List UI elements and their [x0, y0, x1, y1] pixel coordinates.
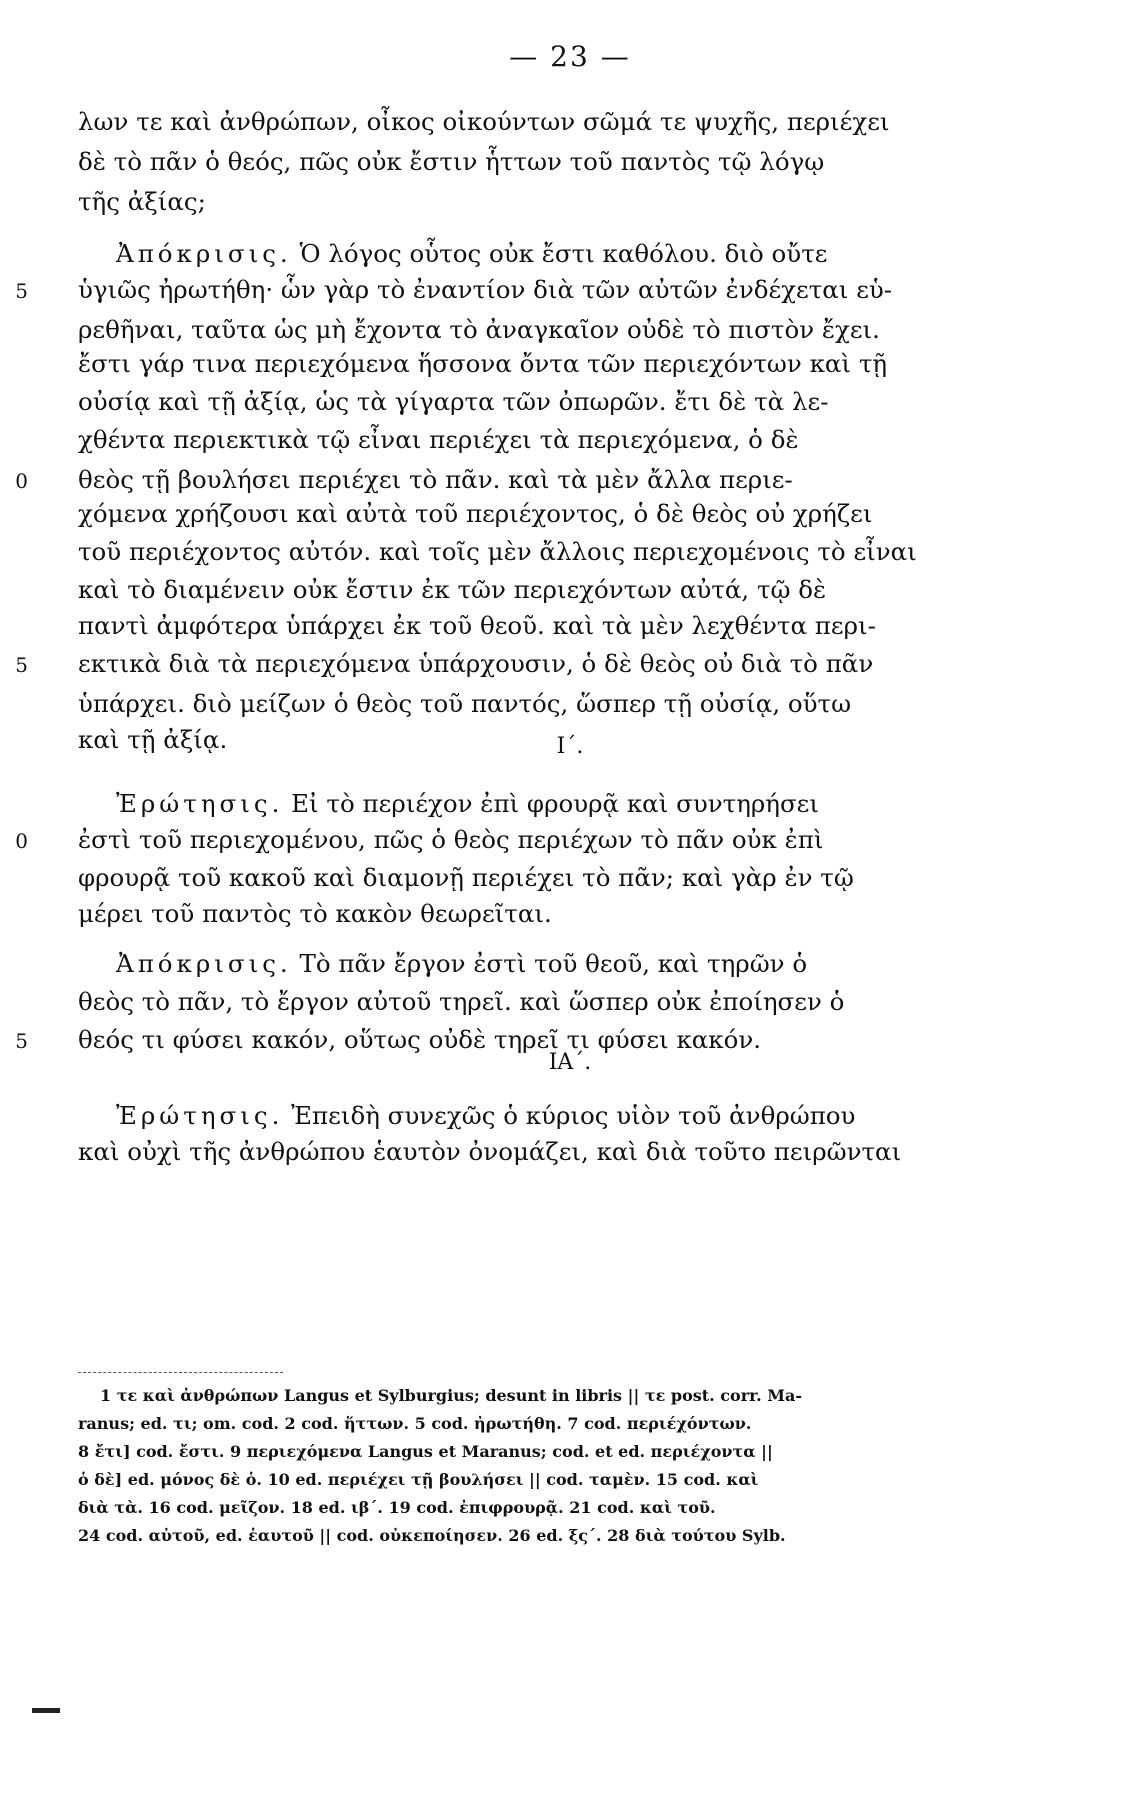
section-heading-10: Ι΄. [556, 734, 584, 759]
footnote-line: διὰ τὰ. 16 cod. μεῖζον. 18 ed. ιβ΄. 19 cod. ἐπιφρουρᾷ. 21 cod. καὶ τοῦ. [78, 1498, 716, 1517]
line-text: χθέντα περιεκτικὰ τῷ εἶναι περιέχει τὰ περιεχόμενα, ὁ δὲ [78, 425, 799, 454]
text-line [78, 611, 938, 640]
text-line [15, 825, 938, 854]
line-number: 0 [15, 469, 28, 493]
line-text: δὲ τὸ πᾶν ὁ θεός, πῶς οὐκ ἔστιν ἧττων τοῦ παντὸς τῷ λόγῳ [78, 147, 825, 176]
line-text: καὶ οὐχὶ τῆς ἀνθρώπου ἑαυτὸν ὀνομάζει, καὶ διὰ τοῦτο πειρῶνται [78, 1137, 902, 1166]
line-text: καὶ τῇ ἀξίᾳ. [78, 725, 228, 754]
text-line [78, 899, 938, 928]
text-line [78, 349, 938, 378]
section-heading-11: ΙΑ΄. [548, 1050, 592, 1075]
line-text: καὶ τὸ διαμένειν οὐκ ἔστιν ἐκ τῶν περιεχόντων αὐτά, τῷ δὲ [78, 575, 827, 604]
text-line [78, 689, 938, 718]
line-text: ἔστι γάρ τινα περιεχόμενα ἥσσονα ὄντα τῶν περιεχόντων καὶ τῇ [78, 349, 888, 378]
line-text: τῆς ἀξίας; [78, 187, 206, 216]
text-line [78, 315, 938, 344]
text-line [78, 499, 938, 528]
text-line [78, 863, 938, 892]
line-text: ἐστὶ τοῦ περιεχομένου, πῶς ὁ θεὸς περιέχων τὸ πᾶν οὐκ ἐπὶ [78, 825, 824, 854]
line-text: εκτικὰ διὰ τὰ περιεχόμενα ὑπάρχουσιν, ὁ δὲ θεὸς οὐ διὰ τὸ πᾶν [78, 649, 874, 678]
footnote-line: ranus; ed. τι; om. cod. 2 cod. ἥττων. 5 cod. ἠρωτήθη. 7 cod. περιέχόντων. [78, 1414, 752, 1433]
line-text: παντὶ ἀμφότερα ὑπάρχει ἐκ τοῦ θεοῦ. καὶ τὰ μὲν λεχθέντα περι- [78, 611, 876, 640]
dialogue-speaker: Ἐρώτησις. [116, 789, 284, 818]
text-line [78, 987, 938, 1016]
line-text: θεὸς τῇ βουλήσει περιέχει τὸ πᾶν. καὶ τὰ μὲν ἄλλα περιε- [78, 465, 793, 494]
text-line [78, 387, 938, 416]
footnote-line: ὁ δὲ] ed. μόνος δὲ ὁ. 10 ed. περιέχει τῇ βουλήσει || cod. ταμὲν. 15 cod. καὶ [78, 1470, 759, 1489]
line-text: Ἐπειδὴ συνεχῶς ὁ κύριος υἱὸν τοῦ ἀνθρώπου [283, 1101, 856, 1130]
text-line [78, 147, 938, 176]
text-line [78, 537, 938, 566]
line-text: ὑπάρχει. διὸ μείζων ὁ θεὸς τοῦ παντός, ὥσπερ τῇ οὐσίᾳ, οὕτω [78, 689, 852, 718]
line-text: θεὸς τὸ πᾶν, τὸ ἔργον αὐτοῦ τηρεῖ. καὶ ὥσπερ οὐκ ἐποίησεν ὁ [78, 987, 845, 1016]
footnote-line: 1 τε καὶ ἀνθρώπων Langus et Sylburgius; desunt in libris || τε post. corr. Ma- [100, 1386, 802, 1405]
line-number: 5 [15, 279, 28, 303]
text-line [78, 1137, 938, 1166]
dialogue-speaker: Ἐρώτησις. [116, 1101, 284, 1130]
line-number: 5 [15, 1029, 28, 1053]
text-line [78, 425, 938, 454]
page-number: — 23 — [509, 40, 631, 73]
line-text: οὐσίᾳ καὶ τῇ ἀξίᾳ, ὡς τὰ γίγαρτα τῶν ὀπωρῶν. ἔτι δὲ τὰ λε- [78, 387, 829, 416]
line-text: Τὸ πᾶν ἔργον ἐστὶ τοῦ θεοῦ, καὶ τηρῶν ὁ [291, 949, 808, 978]
text-line [78, 107, 938, 136]
dialogue-speaker: Ἀπόκρισις. [116, 239, 292, 268]
text-line [15, 1025, 938, 1054]
footnote-line: 8 ἔτι] cod. ἔστι. 9 περιεχόμενα Langus et Maranus; cod. et ed. περιέχοντα || [78, 1442, 773, 1461]
text-line [78, 239, 938, 268]
text-line [15, 649, 938, 678]
text-line [78, 575, 938, 604]
footnote-line: 24 cod. αὐτοῦ, ed. ἑαυτοῦ || cod. οὐκεποίησεν. 26 ed. ξς΄. 28 διὰ τούτου Sylb. [78, 1526, 786, 1545]
line-text: φρουρᾷ τοῦ κακοῦ καὶ διαμονῇ περιέχει τὸ πᾶν; καὶ γὰρ ἐν τῷ [78, 863, 854, 892]
line-text: ὑγιῶς ἠρωτήθη· ὧν γὰρ τὸ ἐναντίον διὰ τῶν αὐτῶν ἐνδέχεται εὑ- [78, 275, 893, 304]
text-line [78, 187, 938, 216]
text-line [78, 789, 938, 818]
line-number: 5 [15, 653, 28, 677]
line-number: 0 [15, 829, 28, 853]
text-line [78, 949, 938, 978]
line-text: λων τε καὶ ἀνθρώπων, οἶκος οἰκούντων σῶμά τε ψυχῆς, περιέχει [78, 107, 890, 136]
text-line [15, 465, 938, 494]
line-text: μέρει τοῦ παντὸς τὸ κακὸν θεωρεῖται. [78, 899, 552, 928]
text-line [15, 275, 938, 304]
line-text: Ὁ λόγος οὗτος οὐκ ἔστι καθόλου. διὸ οὔτε [291, 239, 828, 268]
text-line [78, 1101, 938, 1130]
line-text: χόμενα χρήζουσι καὶ αὐτὰ τοῦ περιέχοντος, ὁ δὲ θεὸς οὐ χρήζει [78, 499, 873, 528]
printer-mark [32, 1708, 60, 1713]
dialogue-speaker: Ἀπόκρισις. [116, 949, 292, 978]
line-text: θεός τι φύσει κακόν, οὕτως οὐδὲ τηρεῖ τι φύσει κακόν. [78, 1025, 762, 1054]
line-text: Εἰ τὸ περιέχον ἐπὶ φρουρᾷ καὶ συντηρήσει [283, 789, 819, 818]
line-text: ρεθῆναι, ταῦτα ὡς μὴ ἔχοντα τὸ ἀναγκαῖον οὐδὲ τὸ πιστὸν ἔχει. [78, 315, 880, 344]
line-text: τοῦ περιέχοντος αὐτόν. καὶ τοῖς μὲν ἄλλοις περιεχομένοις τὸ εἶναι [78, 537, 917, 566]
footnote-divider [78, 1372, 283, 1373]
